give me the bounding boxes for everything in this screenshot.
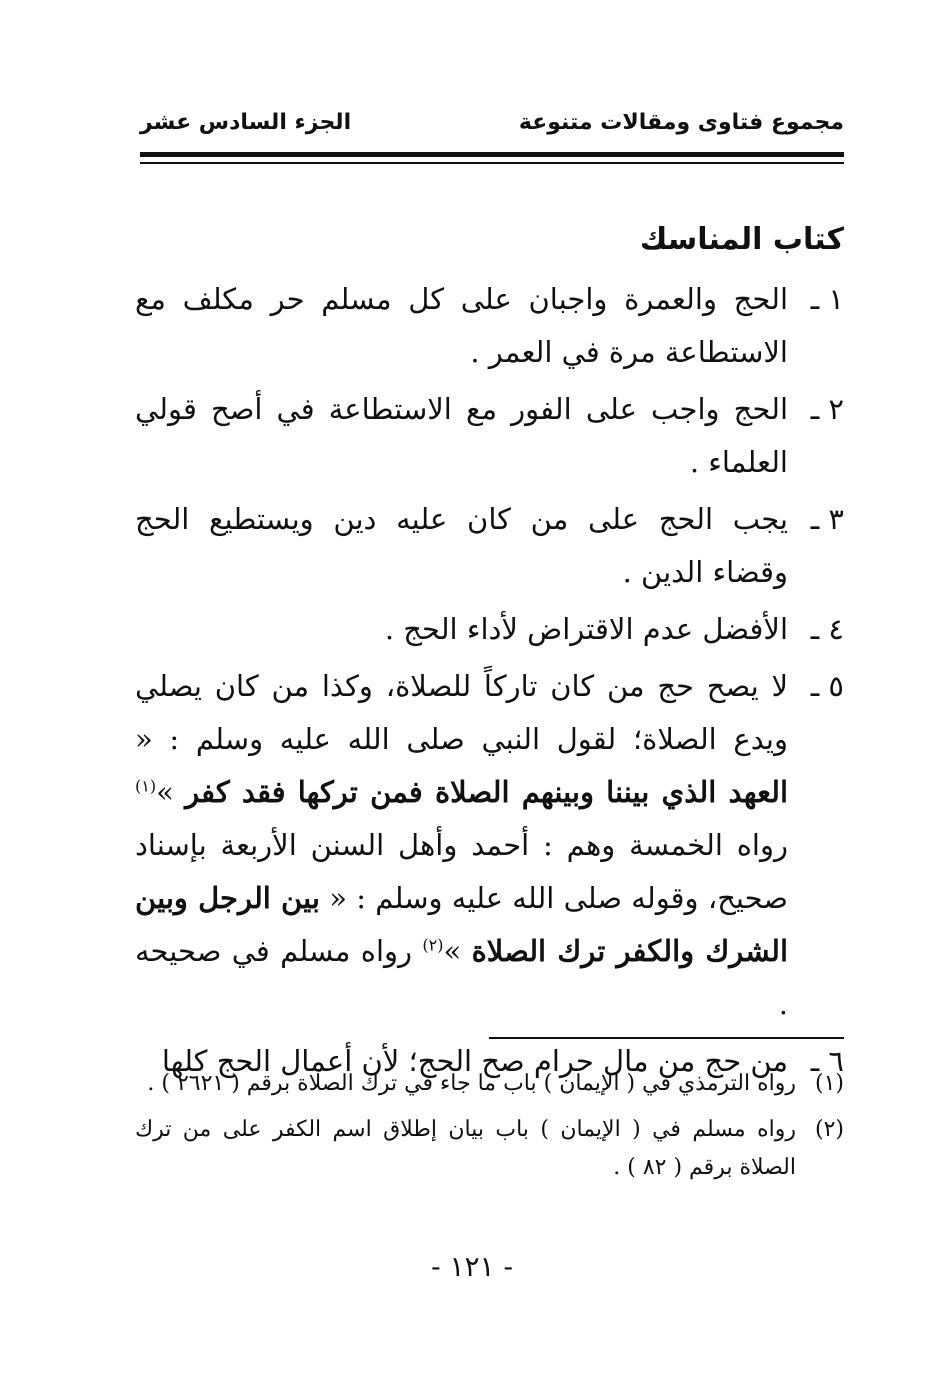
- item-text-part: رواه الخمسة وهم : أحمد وأهل السنن الأربعة بإسناد صحيح، وقوله صلى الله عليه وسلم : «: [135, 828, 789, 915]
- item-text: [135, 660, 788, 1031]
- page-number: - ١٢١ -: [431, 1250, 513, 1283]
- item-text-part: »: [443, 934, 462, 968]
- list-item: [135, 273, 844, 379]
- header-rule-thick: [140, 152, 844, 157]
- item-number: ٢ ـ: [810, 392, 844, 426]
- footnotes: [135, 1065, 844, 1195]
- hadith-quote: بين الرجل وبين الشرك والكفر ترك الصلاة: [135, 881, 789, 968]
- volume-title: الجزء السادس عشر: [140, 110, 352, 135]
- list-item: [135, 660, 844, 1031]
- footnote-number: (٢): [814, 1117, 844, 1142]
- item-text: يجب الحج على من كان عليه دين ويستطيع الحج وقضاء الدين .: [135, 502, 788, 589]
- hadith-quote: العهد الذي بيننا وبينهم الصلاة فمن تركها فقد كفر: [185, 775, 788, 809]
- item-text: من حج من مال حرام صح الحج؛ لأن أعمال الحج كلها: [161, 1044, 788, 1078]
- section-title: كتاب المناسك: [639, 222, 844, 257]
- footnote-number: (١): [814, 1071, 844, 1096]
- item-number: ٥ ـ: [810, 669, 844, 703]
- footnote-ref: (١): [135, 776, 157, 796]
- running-header: [140, 110, 844, 150]
- list-item: [135, 603, 844, 656]
- item-number: ٣ ـ: [810, 502, 844, 536]
- footnote-text: رواه مسلم في ( الإيمان ) باب بيان إطلاق اسم الكفر على من ترك الصلاة برقم ( ٨٢ ) .: [135, 1117, 796, 1180]
- footnote-text: رواه الترمذي في ( الإيمان ) باب ما جاء في ترك الصلاة برقم ( ٢٦٢١ ) .: [147, 1071, 796, 1096]
- item-text-part: لا يصح حج من كان تاركاً للصلاة، وكذا من كان يصلي ويدع الصلاة؛ لقول النبي صلى الله عليه وسلم : «: [135, 669, 788, 756]
- item-text-part: رواه مسلم في صحيحه .: [135, 934, 788, 1021]
- book-title: مجموع فتاوى ومقالات متنوعة: [518, 110, 844, 135]
- item-number: ٦ ـ: [810, 1044, 844, 1078]
- item-number: ٤ ـ: [810, 612, 844, 646]
- item-number: ١ ـ: [810, 282, 844, 316]
- list-item: [135, 383, 844, 489]
- item-text: الأفضل عدم الاقتراض لأداء الحج .: [384, 612, 788, 646]
- header-rule-thin: [140, 162, 844, 164]
- footnote: [135, 1111, 844, 1187]
- item-text: الحج واجب على الفور مع الاستطاعة في أصح قولي العلماء .: [135, 392, 788, 479]
- main-text: [135, 215, 844, 1092]
- list-item: [135, 493, 844, 599]
- footnote: [135, 1065, 844, 1103]
- item-text: الحج والعمرة واجبان على كل مسلم حر مكلف مع الاستطاعة مرة في العمر .: [135, 282, 788, 369]
- item-text-part: »: [156, 775, 174, 809]
- footnote-ref: (٢): [422, 935, 444, 955]
- footnote-divider: [489, 1037, 844, 1039]
